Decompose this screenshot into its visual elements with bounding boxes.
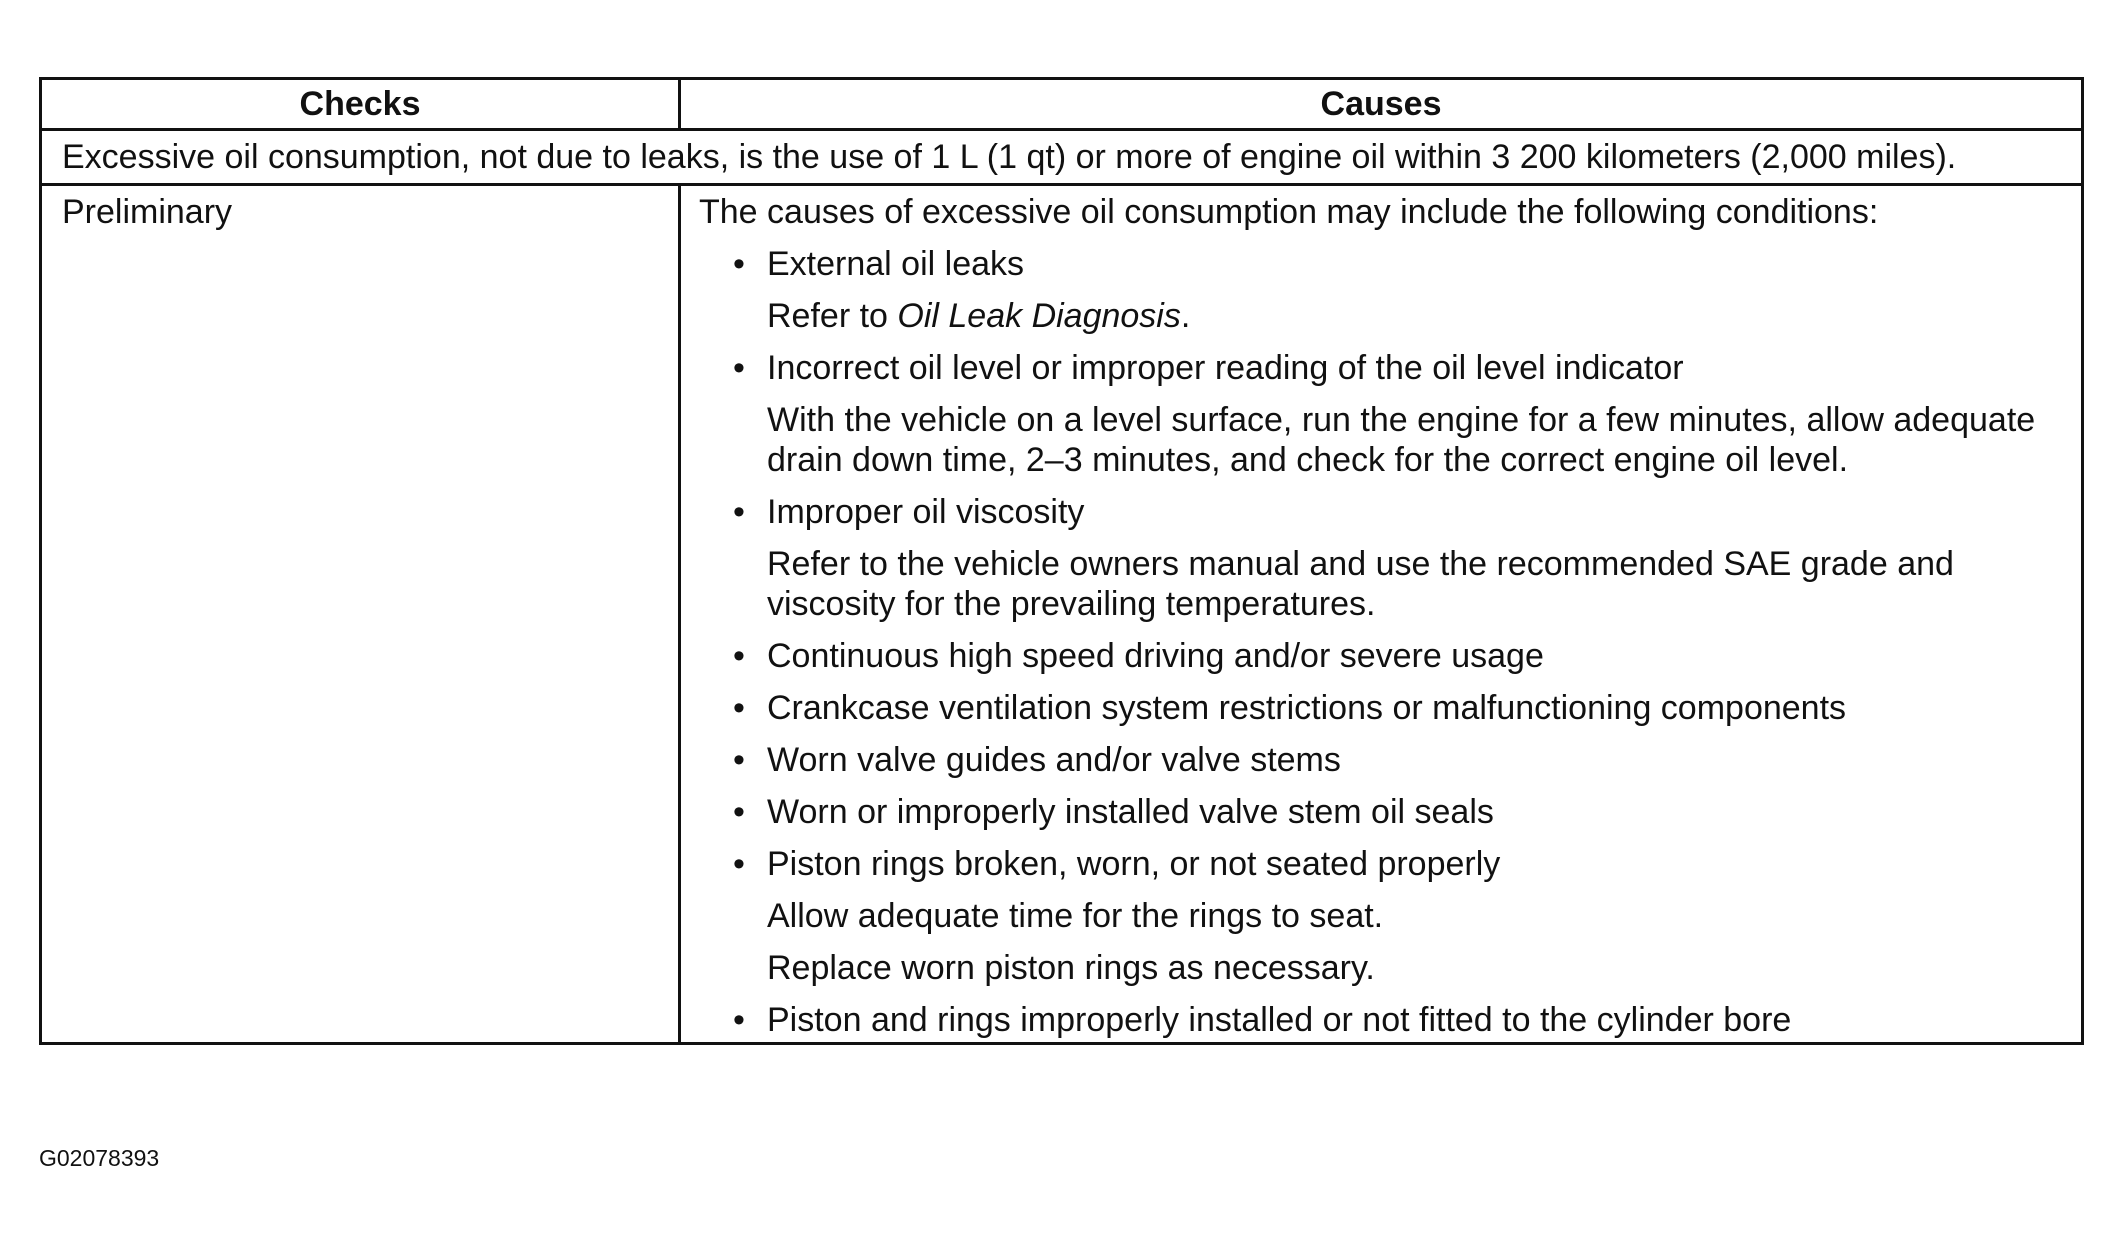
intro-text: Excessive oil consumption, not due to leaks, is the use of 1 L (1 qt) or more of engine oil within 3 200 kilometers (2,000 miles). [41,130,2083,185]
note-suffix: . [1180,297,1191,335]
cause-label: Piston and rings improperly installed or not fitted to the cylinder bore [767,1001,1792,1039]
cause-label: Crankcase ventilation system restrictions or malfunctioning components [767,689,1847,727]
intro-row [41,130,2083,185]
list-item [699,1000,2061,1040]
cause-label: External oil leaks [767,245,1025,283]
cause-note: Replace worn piston rings as necessary. [767,949,1375,987]
causes-intro: The causes of excessive oil consumption may include the following conditions: [699,193,1879,231]
cause-note: Allow adequate time for the rings to seat. [767,897,1384,935]
bullet: • [733,637,745,675]
cause-label: Worn or improperly installed valve stem oil seals [767,793,1494,831]
cause-label: Worn valve guides and/or valve stems [767,741,1341,779]
cause-label: Piston rings broken, worn, or not seated properly [767,845,1501,883]
cause-note: Refer to the vehicle owners manual and use the recommended SAE grade and viscosity for the prevailing temperatures. [767,545,1954,623]
list-item [699,688,2061,728]
bullet: • [733,845,745,883]
oil-leak-diagnosis-reference: Oil Leak Diagnosis [897,297,1181,335]
list-item [699,492,2061,624]
table-row [41,185,2083,1044]
bullet: • [733,245,745,283]
bullet: • [733,793,745,831]
header-causes: Causes [680,79,2083,130]
figure-id: G02078393 [39,1145,160,1171]
list-item [699,244,2061,336]
bullet: • [733,741,745,779]
bullet: • [733,1001,745,1039]
list-item [699,844,2061,988]
cause-label: Continuous high speed driving and/or severe usage [767,637,1544,675]
note-prefix: Refer to [767,297,898,335]
list-item [699,792,2061,832]
cause-note: With the vehicle on a level surface, run the engine for a few minutes, allow adequate drain down time, 2–3 minutes, and check for the correct engine oil level. [767,401,2036,479]
check-preliminary: Preliminary [41,185,680,1044]
oil-consumption-table [39,77,2084,1045]
cause-label: Improper oil viscosity [767,493,1085,531]
header-checks: Checks [41,79,680,130]
cause-label: Incorrect oil level or improper reading of the oil level indicator [767,349,1684,387]
causes-cell [680,185,2083,1044]
list-item [699,636,2061,676]
bullet: • [733,493,745,531]
bullet: • [733,349,745,387]
cause-note [767,296,2057,336]
list-item [699,740,2061,780]
bullet: • [733,689,745,727]
table-header-row [41,79,2083,130]
list-item [699,348,2061,480]
